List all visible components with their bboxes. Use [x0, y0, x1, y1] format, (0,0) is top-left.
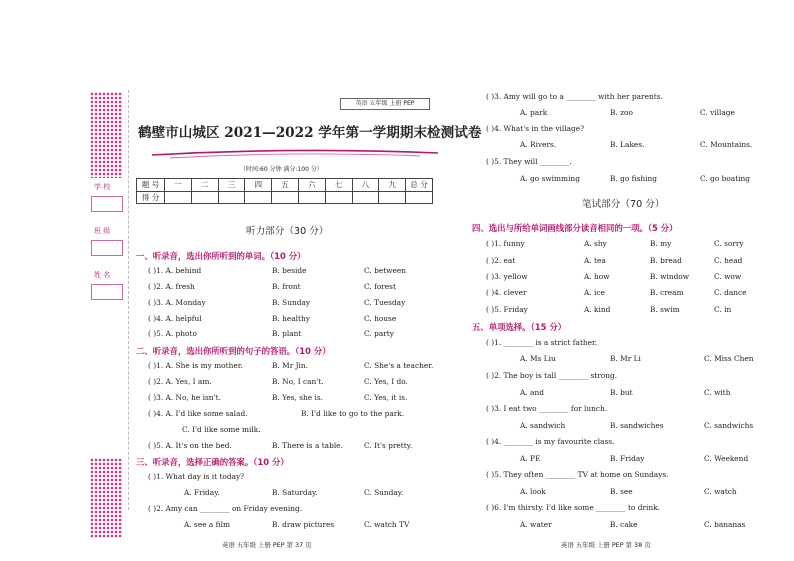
question-text: ( )4. What's in the village? [486, 124, 585, 133]
score-input-cell[interactable] [352, 191, 379, 204]
option-c: C. village [700, 108, 735, 117]
score-cell: 题 号 [137, 179, 165, 192]
option-c: C. head [714, 256, 743, 265]
score-cell: 二 [191, 179, 218, 192]
question-text: ( )5. They often ________ TV at home on Sundays. [486, 470, 669, 479]
listening-heading: 听力部分（30 分） [246, 226, 329, 237]
question-text: ( )1. ________ is a strict father. [486, 338, 598, 347]
question-number: ( )4. A. helpful [148, 314, 202, 323]
option-c: C. Weekend [704, 454, 749, 463]
option-b: B. There is a table. [272, 441, 343, 450]
question-number: ( )3. yellow [486, 272, 528, 281]
question-number: ( )1. A. behind [148, 266, 202, 275]
page-footer-right: 英语 五年级 上册 PEP 第 38 页 [561, 541, 651, 549]
option-a: A. how [584, 272, 610, 281]
score-input-cell[interactable] [406, 191, 433, 204]
option-a: A. see a film [184, 520, 230, 529]
score-table [136, 178, 433, 204]
question-number: ( )5. A. It's on the bed. [148, 441, 232, 450]
option-b: B. cream [650, 288, 684, 297]
score-cell: 七 [325, 179, 352, 192]
option-b: B. see [610, 487, 633, 496]
score-cell: 一 [165, 179, 192, 192]
option-a: A. sandwich [520, 421, 566, 430]
option-c: C. forest [364, 282, 396, 291]
option-b: B. sandwiches [610, 421, 664, 430]
section-2-title: 二、听录音，选出你所听到的句子的答语。（10 分） [136, 346, 331, 356]
score-header-row [137, 179, 433, 192]
option-b: B. Lakes. [610, 140, 645, 149]
option-b: B. zoo [610, 108, 633, 117]
question-text: ( )3. I eat two ________ for lunch. [486, 404, 608, 413]
option-b: B. I'd like to go to the park. [301, 409, 405, 418]
option-a: A. Rivers. [520, 140, 557, 149]
option-c: C. wow [714, 272, 742, 281]
option-c: C. go boating [700, 174, 751, 183]
option-c: C. I'd like some milk. [182, 425, 261, 434]
question-number: ( )3. A. No, he isn't. [148, 393, 221, 402]
option-b: B. but [610, 388, 633, 397]
option-c: C. in [714, 305, 732, 314]
option-b: B. Friday [610, 454, 645, 463]
option-c: C. sorry [714, 239, 744, 248]
score-cell: 得 分 [137, 191, 165, 204]
option-c: C. It's pretty. [364, 441, 413, 450]
score-cell: 四 [245, 179, 272, 192]
question-number: ( )3. A. Monday [148, 298, 206, 307]
option-c: C. Sunday. [364, 488, 404, 497]
school-label: 学 校 [94, 183, 111, 191]
option-b: B. Sunday [272, 298, 311, 307]
option-b: B. Saturday. [272, 488, 318, 497]
option-b: B. healthy [272, 314, 310, 323]
option-a: A. shy [584, 239, 607, 248]
option-c: C. with [704, 388, 731, 397]
option-a: A. park [520, 108, 548, 117]
question-number: ( )5. Friday [486, 305, 528, 314]
score-cell: 九 [379, 179, 406, 192]
page-footer-left: 英语 五年级 上册 PEP 第 37 页 [222, 541, 312, 549]
option-c: C. Miss Chen [704, 354, 754, 363]
question-number: ( )1. A. She is my mother. [148, 361, 243, 370]
option-b: B. front [272, 282, 301, 291]
option-b: B. Yes, she is. [272, 393, 324, 402]
option-b: B. cake [610, 520, 638, 529]
score-cell: 六 [298, 179, 325, 192]
exam-subtitle: （时间:60 分钟 满分:100 分） [240, 166, 323, 173]
page-title: 鹤壁市山城区 2021—2022 学年第一学期期末检测试卷 [138, 125, 482, 141]
section-1-title: 一、听录音，选出你所听到的单词。（10 分） [136, 251, 306, 261]
dot-pattern-top [90, 92, 123, 178]
option-b: B. draw pictures [272, 520, 335, 529]
option-c: C. sandwichs [704, 421, 754, 430]
question-number: ( )5. A. photo [148, 329, 197, 338]
question-text: ( )3. Amy will go to a ________ with her parents. [486, 92, 663, 101]
written-heading: 笔试部分（70 分） [582, 199, 665, 210]
option-c: C. Mountains. [700, 140, 753, 149]
option-c: C. watch [704, 487, 737, 496]
name-field[interactable] [91, 284, 123, 300]
question-number: ( )2. A. fresh [148, 282, 195, 291]
option-c: C. between [364, 266, 406, 275]
binding-line [128, 90, 129, 510]
score-input-cell[interactable] [298, 191, 325, 204]
option-c: C. party [364, 329, 394, 338]
score-cell: 总 分 [406, 179, 433, 192]
option-a: A. Ms Liu [520, 354, 556, 363]
option-c: C. dance [714, 288, 747, 297]
score-input-cell[interactable] [272, 191, 299, 204]
score-input-cell[interactable] [325, 191, 352, 204]
title-swoosh [150, 145, 440, 161]
option-b: B. Mr Jin. [272, 361, 309, 370]
option-c: C. watch TV [364, 520, 410, 529]
option-a: A. and [520, 388, 544, 397]
class-label: 班 级 [94, 227, 111, 235]
option-c: C. Yes, I do. [364, 377, 408, 386]
question-text: ( )2. The boy is tall ________ strong. [486, 371, 618, 380]
option-b: B. go fishing [610, 174, 657, 183]
score-input-cell[interactable] [191, 191, 218, 204]
option-c: C. Tuesday [364, 298, 406, 307]
class-field[interactable] [91, 240, 123, 256]
option-b: B. my [650, 239, 672, 248]
option-b: B. No, I can't. [272, 377, 324, 386]
option-c: C. house [364, 314, 397, 323]
option-a: A. go swimming [520, 174, 580, 183]
option-a: A. tea [584, 256, 606, 265]
question-text: ( )5. They will ________. [486, 157, 572, 166]
question-number: ( )2. eat [486, 256, 516, 265]
section-4-title: 四、选出与所给单词画线部分读音相同的一项。（5 分） [472, 223, 678, 233]
option-c: C. She's a teacher. [364, 361, 434, 370]
option-a: A. ice [584, 288, 605, 297]
score-input-cell[interactable] [379, 191, 406, 204]
option-b: B. Mr Li [610, 354, 641, 363]
dot-pattern-bottom [90, 458, 123, 538]
score-value-row [137, 191, 433, 204]
question-number: ( )2. A. Yes, I am. [148, 377, 212, 386]
question-number: ( )4. clever [486, 288, 527, 297]
option-a: A. look [520, 487, 546, 496]
score-cell: 五 [272, 179, 299, 192]
option-b: B. window [650, 272, 690, 281]
score-cell: 八 [352, 179, 379, 192]
question-text: ( )4. ________ is my favourite class. [486, 437, 615, 446]
question-text: ( )6. I'm thirsty. I'd like some ________ to drink. [486, 503, 660, 512]
question-number: ( )1. funny [486, 239, 525, 248]
score-input-cell[interactable] [218, 191, 245, 204]
book-tag: 英语 五年级 上册 PEP [340, 98, 430, 110]
score-input-cell[interactable] [165, 191, 192, 204]
option-b: B. bread [650, 256, 682, 265]
school-field[interactable] [91, 196, 123, 212]
score-cell: 三 [218, 179, 245, 192]
option-b: B. swim [650, 305, 680, 314]
option-a: A. PE [520, 454, 541, 463]
question-text: ( )1. What day is it today? [148, 472, 245, 481]
section-5-title: 五、单项选择。（15 分） [472, 322, 567, 332]
option-c: C. bananas [704, 520, 746, 529]
option-b: B. plant [272, 329, 302, 338]
option-c: C. Yes, it is. [364, 393, 408, 402]
section-3-title: 三、听录音，选择正确的答案。（10 分） [136, 457, 289, 467]
question-number: ( )4. A. I'd like some salad. [148, 409, 248, 418]
option-a: A. kind [584, 305, 611, 314]
name-label: 姓 名 [94, 271, 111, 279]
question-text: ( )2. Amy can ________ on Friday evening. [148, 504, 303, 513]
score-input-cell[interactable] [245, 191, 272, 204]
option-a: A. Friday. [184, 488, 220, 497]
option-b: B. beside [272, 266, 307, 275]
option-a: A. water [520, 520, 552, 529]
